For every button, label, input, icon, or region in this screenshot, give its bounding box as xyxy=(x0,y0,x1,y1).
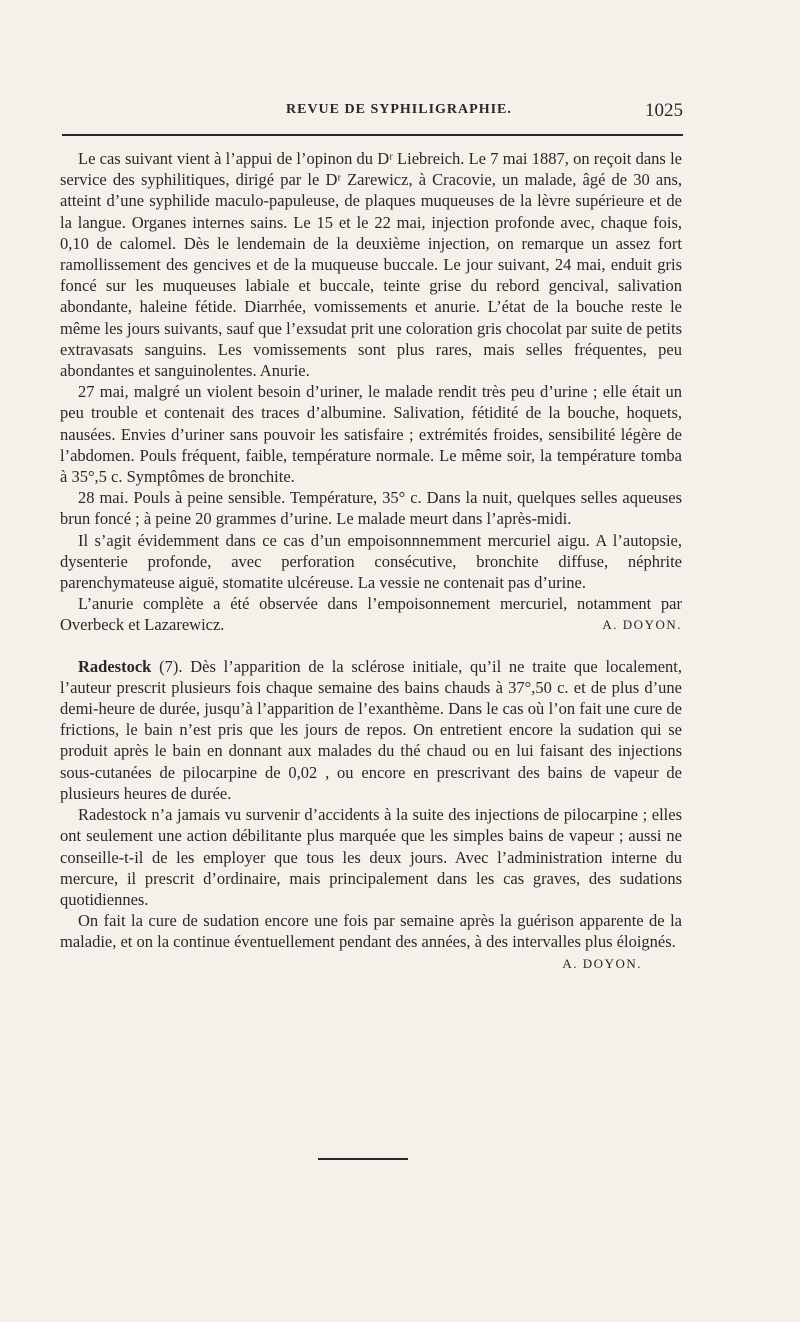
journal-title: REVUE DE SYPHILIGRAPHIE. xyxy=(286,102,512,117)
paragraph-cure xyxy=(60,910,682,971)
author-signature: A. DOYON. xyxy=(602,617,682,633)
author-signature-2: A. DOYON. xyxy=(562,955,642,971)
paragraph-autopsy: Il s’agit évidemment dans ce cas d’un empoisonnnemment mercuriel aigu. A l’autopsie, dysenterie profonde, avec perforation consécutive, bronchite diffuse, néphrite parenchymateuse aiguë, stomatite ulcéreuse. La vessie ne contenait pas d’urine. xyxy=(60,530,682,593)
paragraph-anuria-text: L’anurie complète a été observée dans l’empoisonnement mercuriel, notamment par Overbeck et Lazarewicz. xyxy=(60,594,682,635)
author-name-radestock: Radestock xyxy=(78,656,152,676)
paragraph-may-27: 27 mai, malgré un violent besoin d’uriner, le malade rendit très peu d’urine ; elle était un peu trouble et contenait des traces d’albumine. Salivation, fétidité de la bouche, hoquets, nausées. Envies d’uriner sans pouvoir les satisfaire ; extrémités froides, sensibilité légère de l’abdomen. Pouls fréquent, faible, température normale. Le même soir, la température tomba à 35°,5 c. Symptômes de bronchite. xyxy=(60,382,682,487)
paragraph-cure-text: On fait la cure de sudation encore une fois par semaine après la guérison apparente de la maladie, et on la continue éventuellement pendant des années, à des intervalles plus éloignés. xyxy=(60,911,682,952)
paragraph-anuria xyxy=(60,593,682,635)
paragraph-case-report: Le cas suivant vient à l’appui de l’opinon du Dʳ Liebreich. Le 7 mai 1887, on reçoit dans le service des syphilitiques, dirigé par le Dʳ Zarewicz, à Cracovie, un malade, âgé de 30 ans, atteint d’une syphilide maculo-papuleuse, de plaques muqueuses de la lèvre supérieure et de la langue. Organes internes sains. Le 15 et le 22 mai, injection profonde avec, chaque fois, 0,10 de calomel. Dès le lendemain de la deuxième injection, on remarque un assez fort ramollissement des gencives et de la muqueuse buccale. Le jour suivant, 24 mai, enduit gris foncé sur les muqueuses labiale et buccale, teinte grise du rebord gencival, salivation abondante, haleine fétide. Diarrhée, vomissements et anurie. L’état de la bouche reste le même les jours suivants, sauf que l’exsudat prit une coloration gris chocolat par suite de petits extravasats sanguins. Les vomissements sont plus rares, mais selles fréquentes, peu abondantes et sanguinolentes. Anurie. xyxy=(60,149,682,381)
page-number: 1025 xyxy=(645,100,683,121)
paragraph-may-28: 28 mai. Pouls à peine sensible. Température, 35° c. Dans la nuit, quelques selles aqueuses brun foncé ; à peine 20 grammes d’urine. Le malade meurt dans l’après-midi. xyxy=(60,488,682,529)
paragraph-pilocarpine: Radestock n’a jamais vu survenir d’accidents à la suite des injections de pilocarpine ; elles ont seulement une action débilitante plus marquée que les simples bains de vapeur ; aussi ne conseille-t-il de les employer que tous les deux jours. Avec l’administration interne du mercure, il prescrit d’ordinaire, mais principalement dans les cas graves, des sudations quotidiennes. xyxy=(60,805,682,909)
section-end-rule xyxy=(318,1158,408,1160)
header-rule xyxy=(62,134,683,136)
article-body xyxy=(60,148,682,974)
paragraph-radestock-intro xyxy=(60,656,682,804)
paragraph-radestock-text: (7). Dès l’apparition de la sclérose initiale, qu’il ne traite que localement, l’auteur prescrit plusieurs fois chaque semaine des bains chauds à 37°,50 c. et de plus d’une demi-heure de durée, jusqu’à l’apparition de l’exanthème. Dans le cas où l’on fait une cure de frictions, le bain n’est pris que les jours de repos. On entretient encore la sudation qui se produit après le bain en donnant aux malades du thé chaud ou en lui faisant des injections sous-cutanées de pilocarpine de 0,02 , ou encore en prescrivant des bains de vapeur de plusieurs heures de durée. xyxy=(60,656,682,803)
running-head xyxy=(60,100,683,124)
